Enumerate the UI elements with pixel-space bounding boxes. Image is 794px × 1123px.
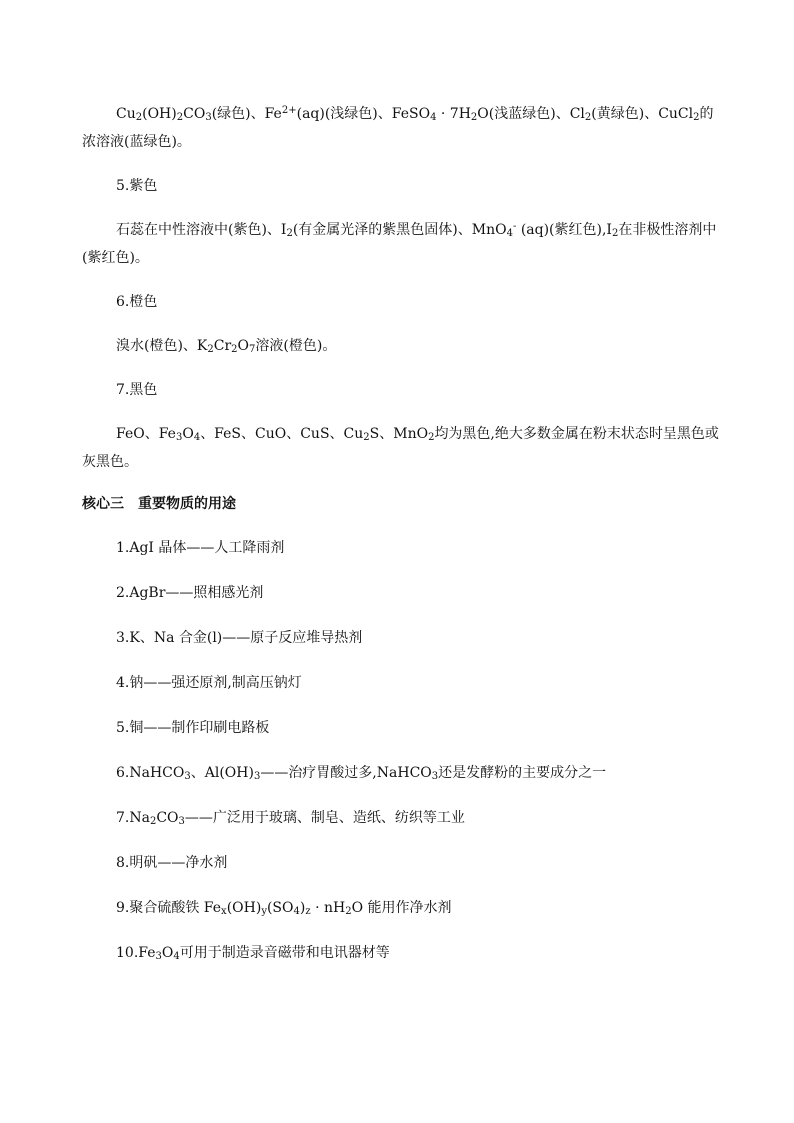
document-page xyxy=(82,100,722,967)
black-substances-paragraph: FeO、$Fe_3O_4$、FeS、CuO、CuS、$Cu_2S$、MnO$_2$均为黑色,绝大多数金属在粉末状态时呈黑色或灰黑色。 xyxy=(82,426,719,470)
use-item-9: 9.聚合硫酸铁 $Fe_x(OH)_y(SO_4)_z \cdot nH_2O$ 能用作净水剂 xyxy=(116,900,452,917)
use-item-2: 2.AgBr——照相感光剂 xyxy=(116,585,264,601)
section-heading: 核心三 重要物质的用途 xyxy=(82,496,236,512)
use-item-1: 1.AgI 晶体——人工降雨剂 xyxy=(116,540,285,556)
purple-substances-paragraph: 石蕊在中性溶液中(紫色)、$I_2$(有金属光泽的紫黑色固体)、MnO$_4$- (aq)(紫红色)$,I_2$在非极性溶剂中(紫红色)。 xyxy=(82,221,717,266)
use-item-7: $7.Na_2CO_3——$广泛用于玻璃、制皂、造纸、纺织等工业 xyxy=(116,810,465,827)
green-substances-paragraph: $Cu_2(OH)_2CO_3$(绿色)、$Fe^{2+}(aq)$(浅绿色)、FeSO$_4$ · $7H_2O$(浅蓝绿色)、$Cl_2$(黄绿色)、CuCl$_2$的浓溶液(蓝绿色)。 xyxy=(82,105,714,150)
use-item-8: 8.明矾——净水剂 xyxy=(116,855,228,871)
orange-substances-paragraph: 溴水(橙色)、$K_2Cr_2O_7$溶液(橙色)。 xyxy=(116,338,337,355)
purple-heading: 5.紫色 xyxy=(116,178,158,194)
black-heading: 7.黑色 xyxy=(116,382,158,398)
use-item-10: $10.Fe_3O_4$可用于制造录音磁带和电讯器材等 xyxy=(116,945,390,962)
orange-heading: 6.橙色 xyxy=(116,294,158,310)
use-item-3: 3.K、Na 合金(l)——原子反应堆导热剂 xyxy=(116,630,363,646)
use-item-5: 5.铜——制作印刷电路板 xyxy=(116,720,270,736)
use-item-6: 6.NaHCO$_3$、$Al(OH)_3——$治疗胃酸过多,NaHCO$_3$还是发酵粉的主要成分之一 xyxy=(116,765,607,782)
use-item-4: 4.钠——强还原剂,制高压钠灯 xyxy=(116,675,302,691)
